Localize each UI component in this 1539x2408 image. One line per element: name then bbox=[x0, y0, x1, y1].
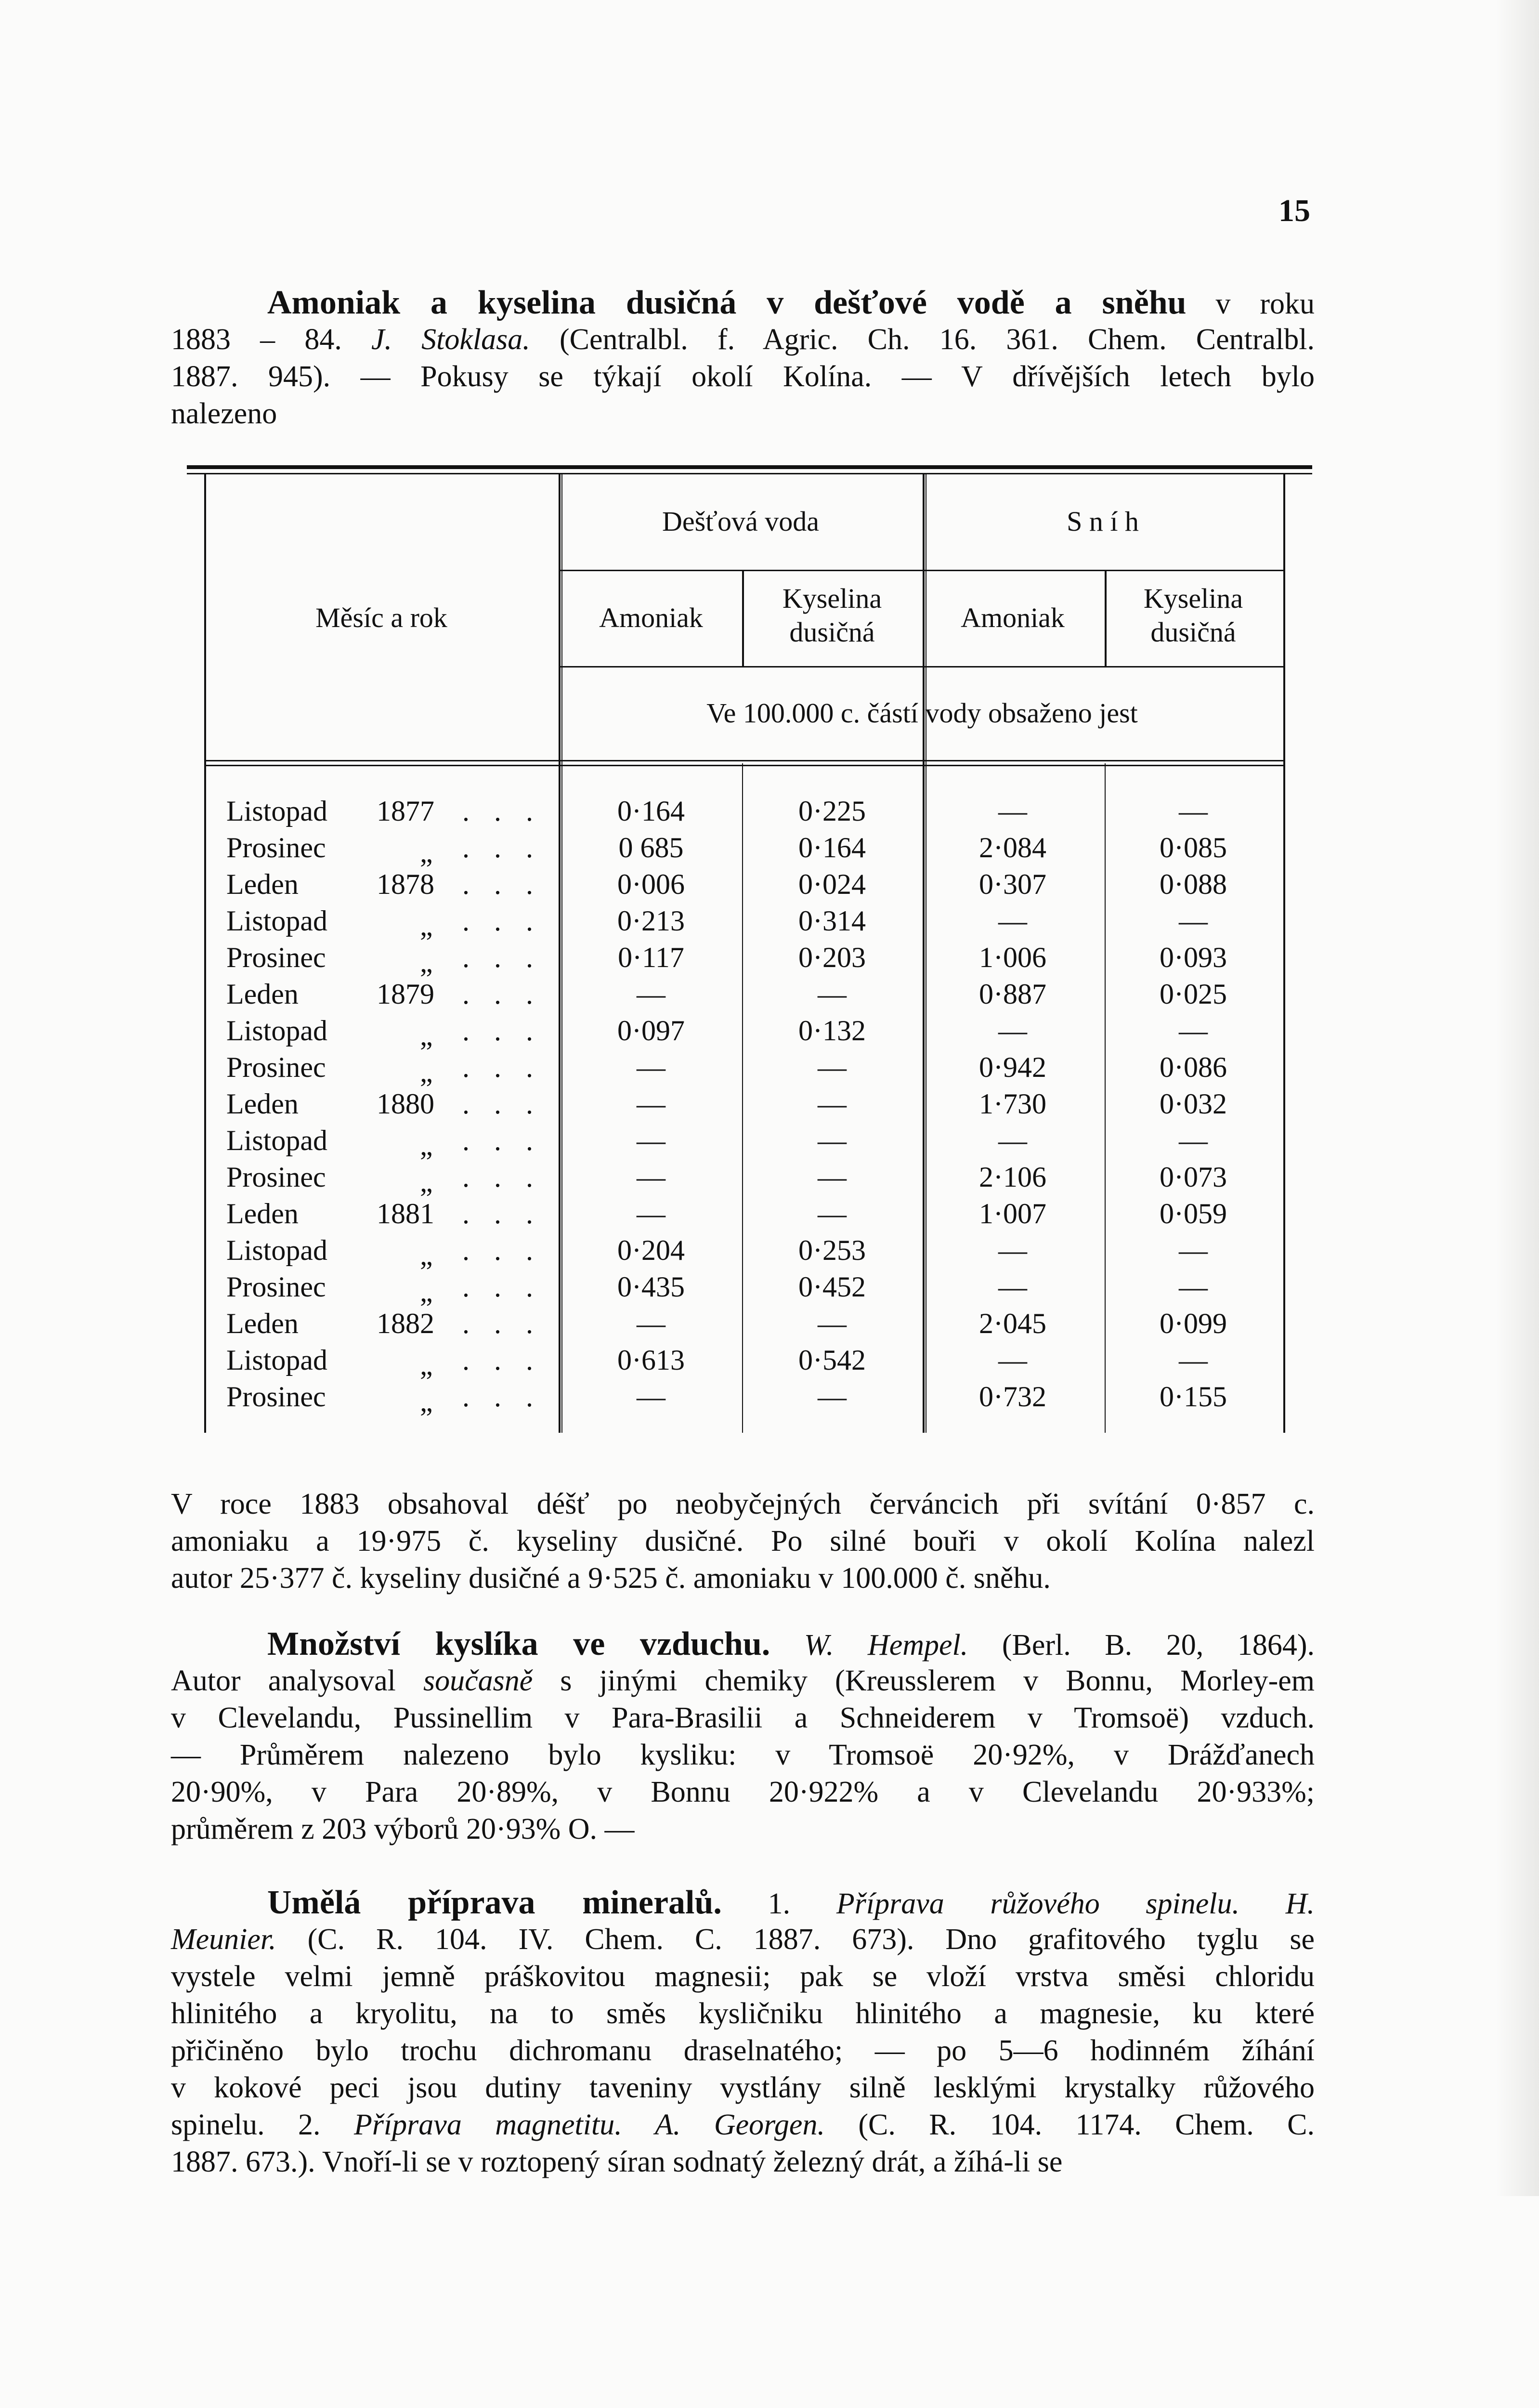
cell-month: Prosinec bbox=[226, 832, 326, 864]
text-span bbox=[770, 1629, 804, 1662]
cell-snow-ammonia: — bbox=[998, 1015, 1027, 1047]
text-line bbox=[171, 1921, 1315, 1958]
text-span: přičiněno bylo trochu dichromanu draselnatého; — po 5—6 hodinném žíhání bbox=[171, 2034, 1315, 2067]
section-heading: Umělá příprava mineralů. bbox=[267, 1884, 722, 1921]
cell-rain-ammonia: — bbox=[637, 1161, 665, 1193]
leader-dots: . . . bbox=[462, 1198, 542, 1230]
text-span: (Berl. B. 20, 1864). bbox=[968, 1629, 1315, 1662]
text-span: amoniaku a 19·975 č. kyseliny dusičné. Po silné bouři v okolí Kolína nalezl bbox=[171, 1525, 1315, 1557]
cell-snow-nitric-acid: — bbox=[1179, 1271, 1208, 1303]
section-ammonia-intro bbox=[171, 284, 1315, 432]
leader-dots: . . . bbox=[462, 1051, 542, 1083]
cell-snow-nitric-acid: 0·073 bbox=[1160, 1161, 1227, 1193]
cell-rain-nitric-acid: — bbox=[818, 1381, 847, 1413]
text-span: s jinými chemiky (Kreusslerem v Bonnu, Morley-em bbox=[533, 1664, 1315, 1697]
cell-snow-nitric-acid: 0·099 bbox=[1160, 1308, 1227, 1339]
cell-snow-nitric-acid: 0·155 bbox=[1160, 1381, 1227, 1413]
text-line bbox=[171, 1523, 1315, 1560]
cell-snow-ammonia: 0·942 bbox=[979, 1051, 1046, 1083]
text-line bbox=[171, 284, 1315, 321]
cell-rain-ammonia: — bbox=[637, 978, 665, 1010]
cell-month: Listopad bbox=[226, 1015, 327, 1047]
italic-text: W. Hempel. bbox=[804, 1629, 968, 1662]
table-left-border bbox=[204, 474, 206, 1433]
text-span: 1883 – 84. bbox=[171, 323, 371, 356]
cell-month: Prosinec bbox=[226, 1381, 326, 1413]
text-line bbox=[171, 321, 1315, 358]
text-span: v kokové peci jsou dutiny taveniny vystlány silně lesklými krystalky růžového bbox=[171, 2071, 1315, 2104]
cell-rain-ammonia: 0·097 bbox=[617, 1015, 685, 1047]
text-span: 1. bbox=[721, 1887, 836, 1920]
text-span: v roku bbox=[1186, 288, 1315, 320]
cell-rain-ammonia: — bbox=[637, 1125, 665, 1156]
cell-month: Listopad bbox=[226, 1234, 327, 1266]
leader-dots: . . . bbox=[462, 1015, 542, 1047]
rule-under-header bbox=[204, 760, 1285, 761]
cell-month: Leden bbox=[226, 978, 299, 1010]
text-line bbox=[171, 1662, 1315, 1700]
cell-year: „ bbox=[420, 1020, 433, 1051]
cell-year: „ bbox=[420, 1276, 433, 1308]
leader-dots: . . . bbox=[462, 1125, 542, 1156]
text-span: Autor analysoval bbox=[171, 1664, 423, 1697]
cell-month: Prosinec bbox=[226, 1161, 326, 1193]
cell-snow-ammonia: 1·006 bbox=[979, 942, 1046, 973]
text-line bbox=[171, 1884, 1315, 1921]
cell-snow-ammonia: — bbox=[998, 1344, 1027, 1376]
text-span: 1887. 673.). Vnoří-li se v roztopený síran sodnatý železný drát, a žíhá-li se bbox=[171, 2146, 1063, 2178]
cell-snow-nitric-acid: 0·086 bbox=[1160, 1051, 1227, 1083]
cell-rain-ammonia: — bbox=[637, 1051, 665, 1083]
leader-dots: . . . bbox=[462, 905, 542, 937]
table-divider-snow-cols-body bbox=[1105, 763, 1106, 1433]
table-divider-rain-cols bbox=[742, 570, 744, 666]
cell-snow-nitric-acid: 0·088 bbox=[1160, 868, 1227, 900]
header-snow-ammonia: Amoniak bbox=[961, 602, 1065, 633]
text-span: autor 25·377 č. kyseliny dusičné a 9·525 č. amoniaku v 100.000 č. sněhu. bbox=[171, 1562, 1051, 1595]
cell-rain-ammonia: — bbox=[637, 1198, 665, 1230]
cell-month: Leden bbox=[226, 1198, 299, 1230]
text-span: vystele velmi jemně práškovitou magnesii; pak se vloží vrstva směsi chloridu bbox=[171, 1960, 1315, 1993]
text-line bbox=[171, 2032, 1315, 2069]
cell-rain-nitric-acid: — bbox=[818, 1088, 847, 1120]
cell-month: Prosinec bbox=[226, 1051, 326, 1083]
cell-year: 1880 bbox=[377, 1088, 434, 1120]
cell-rain-nitric-acid: — bbox=[818, 1308, 847, 1339]
cell-month: Listopad bbox=[226, 905, 327, 937]
leader-dots: . . . bbox=[462, 795, 542, 827]
table-divider-month-2 bbox=[561, 474, 562, 1433]
cell-rain-nitric-acid: — bbox=[818, 978, 847, 1010]
cell-snow-nitric-acid: 0·093 bbox=[1160, 942, 1227, 973]
cell-rain-nitric-acid: 0·225 bbox=[798, 795, 866, 827]
text-span: v Clevelandu, Pussinellim v Para-Brasilii a Schneiderem v Tromsoë) vzduch. bbox=[171, 1701, 1315, 1734]
page-number: 15 bbox=[1278, 193, 1310, 228]
cell-snow-nitric-acid: — bbox=[1179, 1234, 1208, 1266]
scan-edge-shadow bbox=[1496, 0, 1539, 2196]
text-span: nalezeno bbox=[171, 397, 277, 430]
rule-under-groups bbox=[559, 570, 1283, 571]
cell-snow-nitric-acid: — bbox=[1179, 1125, 1208, 1156]
cell-rain-ammonia: 0·213 bbox=[617, 905, 685, 937]
cell-rain-nitric-acid: — bbox=[818, 1125, 847, 1156]
cell-rain-ammonia: — bbox=[637, 1308, 665, 1339]
cell-rain-nitric-acid: 0·253 bbox=[798, 1234, 866, 1266]
cell-month: Listopad bbox=[226, 795, 327, 827]
text-span: (C. R. 104. 1174. Chem. C. bbox=[824, 2108, 1315, 2141]
table-top-rule bbox=[187, 465, 1312, 469]
cell-snow-ammonia: — bbox=[998, 795, 1027, 827]
cell-year: „ bbox=[420, 1386, 433, 1417]
text-line bbox=[171, 1486, 1315, 1523]
text-span: 1887. 945). — Pokusy se týkají okolí Kolína. — V dřívějších letech bylo bbox=[171, 360, 1315, 393]
leader-dots: . . . bbox=[462, 1381, 542, 1413]
cell-rain-nitric-acid: 0·314 bbox=[798, 905, 866, 937]
rule-under-header-2 bbox=[204, 765, 1285, 766]
cell-snow-ammonia: 1·730 bbox=[979, 1088, 1046, 1120]
section-heading: Množství kyslíka ve vzduchu. bbox=[267, 1625, 770, 1662]
italic-text: současně bbox=[423, 1664, 533, 1697]
cell-rain-nitric-acid: 0·024 bbox=[798, 868, 866, 900]
text-line bbox=[171, 2069, 1315, 2107]
cell-snow-nitric-acid: — bbox=[1179, 905, 1208, 937]
leader-dots: . . . bbox=[462, 868, 542, 900]
cell-year: 1882 bbox=[377, 1308, 434, 1339]
cell-month: Leden bbox=[226, 868, 299, 900]
cell-year: „ bbox=[420, 910, 433, 942]
cell-year: 1879 bbox=[377, 978, 434, 1010]
header-snow-acid-2: dusičná bbox=[1150, 616, 1236, 648]
header-month-year: Měsíc a rok bbox=[315, 602, 447, 633]
table-right-border bbox=[1283, 474, 1285, 1433]
cell-rain-ammonia: 0·117 bbox=[618, 942, 684, 973]
cell-rain-nitric-acid: 0·132 bbox=[798, 1015, 866, 1047]
leader-dots: . . . bbox=[462, 978, 542, 1010]
cell-snow-nitric-acid: — bbox=[1179, 1015, 1208, 1047]
text-span: (C. R. 104. IV. Chem. C. 1887. 673). Dno grafitového tyglu se bbox=[276, 1923, 1315, 1956]
cell-snow-ammonia: 2·106 bbox=[979, 1161, 1046, 1193]
cell-year: „ bbox=[420, 1239, 433, 1271]
text-line bbox=[171, 1560, 1315, 1597]
cell-month: Prosinec bbox=[226, 942, 326, 973]
cell-month: Prosinec bbox=[226, 1271, 326, 1303]
header-rain-water: Dešťová voda bbox=[662, 506, 819, 537]
cell-year: 1878 bbox=[377, 868, 434, 900]
cell-snow-ammonia: 0·887 bbox=[979, 978, 1046, 1010]
text-line bbox=[171, 2107, 1315, 2144]
cell-month: Listopad bbox=[226, 1344, 327, 1376]
table-divider-rain-snow bbox=[923, 474, 925, 1433]
cell-rain-nitric-acid: — bbox=[818, 1161, 847, 1193]
text-span: — Průměrem nalezeno bylo kysliku: v Tromsoë 20·92%, v Drážďanech bbox=[171, 1739, 1315, 1771]
cell-rain-ammonia: 0 685 bbox=[618, 832, 684, 864]
cell-year: „ bbox=[420, 1166, 433, 1198]
cell-month: Listopad bbox=[226, 1125, 327, 1156]
text-span: 20·90%, v Para 20·89%, v Bonnu 20·922% a v Clevelandu 20·933%; bbox=[171, 1776, 1315, 1808]
cell-year: 1881 bbox=[377, 1198, 434, 1230]
header-rain-acid-2: dusičná bbox=[789, 616, 875, 648]
text-line bbox=[171, 1700, 1315, 1737]
cell-year: „ bbox=[420, 837, 433, 868]
table-divider-month bbox=[559, 474, 561, 1433]
cell-snow-ammonia: 1·007 bbox=[979, 1198, 1046, 1230]
italic-text: Meunier. bbox=[171, 1923, 276, 1956]
cell-rain-ammonia: — bbox=[637, 1381, 665, 1413]
section-artificial-minerals bbox=[171, 1884, 1315, 2181]
cell-rain-nitric-acid: — bbox=[818, 1198, 847, 1230]
cell-snow-ammonia: 2·084 bbox=[979, 832, 1046, 864]
cell-snow-ammonia: — bbox=[998, 1125, 1027, 1156]
cell-year: „ bbox=[420, 946, 433, 978]
text-span: hlinitého a kryolitu, na to směs kysličniku hlinitého a magnesie, ku které bbox=[171, 1997, 1315, 2030]
cell-snow-ammonia: — bbox=[998, 905, 1027, 937]
cell-rain-ammonia: 0·006 bbox=[617, 868, 685, 900]
cell-snow-ammonia: — bbox=[998, 1271, 1027, 1303]
italic-text: Příprava magnetitu. A. Georgen. bbox=[353, 2108, 825, 2141]
cell-year: „ bbox=[420, 1129, 433, 1161]
cell-rain-ammonia: 0·204 bbox=[617, 1234, 685, 1266]
cell-rain-ammonia: 0·613 bbox=[617, 1344, 685, 1376]
text-span: spinelu. 2. bbox=[171, 2108, 354, 2141]
header-unit-note: Ve 100.000 c. částí vody obsaženo jest bbox=[706, 697, 1138, 729]
text-line bbox=[171, 1958, 1315, 1995]
text-line bbox=[171, 2144, 1315, 2181]
leader-dots: . . . bbox=[462, 1234, 542, 1266]
section-oxygen-in-air bbox=[171, 1625, 1315, 1848]
table-divider-rain-cols-body bbox=[742, 763, 743, 1433]
rule-under-columns bbox=[559, 666, 1283, 667]
cell-snow-ammonia: 0·307 bbox=[979, 868, 1046, 900]
cell-year: „ bbox=[420, 1349, 433, 1381]
header-snow-acid-1: Kyselina bbox=[1143, 583, 1243, 614]
section-rain-1883 bbox=[171, 1486, 1315, 1597]
header-rain-acid-1: Kyselina bbox=[782, 583, 882, 614]
table-divider-snow-cols bbox=[1105, 570, 1107, 666]
text-span: průměrem z 203 výborů 20·93% O. — bbox=[171, 1813, 635, 1845]
cell-snow-nitric-acid: — bbox=[1179, 1344, 1208, 1376]
cell-rain-nitric-acid: — bbox=[818, 1051, 847, 1083]
cell-rain-ammonia: 0·435 bbox=[617, 1271, 685, 1303]
text-line bbox=[171, 1811, 1315, 1848]
table-top-rule-thin bbox=[187, 473, 1312, 474]
cell-rain-ammonia: — bbox=[637, 1088, 665, 1120]
leader-dots: . . . bbox=[462, 832, 542, 864]
cell-rain-nitric-acid: 0·203 bbox=[798, 942, 866, 973]
header-rain-ammonia: Amoniak bbox=[599, 602, 703, 633]
header-snow: S n í h bbox=[1067, 506, 1139, 537]
cell-snow-nitric-acid: 0·085 bbox=[1160, 832, 1227, 864]
text-line bbox=[171, 1737, 1315, 1774]
cell-rain-ammonia: 0·164 bbox=[617, 795, 685, 827]
cell-snow-nitric-acid: 0·025 bbox=[1160, 978, 1227, 1010]
cell-snow-ammonia: 0·732 bbox=[979, 1381, 1046, 1413]
text-span: V roce 1883 obsahoval déšť po neobyčejných červáncich při svítání 0·857 c. bbox=[171, 1488, 1315, 1520]
cell-snow-nitric-acid: 0·032 bbox=[1160, 1088, 1227, 1120]
leader-dots: . . . bbox=[462, 1161, 542, 1193]
text-line bbox=[171, 1625, 1315, 1662]
italic-text: J. Stoklasa. bbox=[371, 323, 530, 356]
text-line bbox=[171, 395, 1315, 432]
cell-snow-ammonia: 2·045 bbox=[979, 1308, 1046, 1339]
cell-year: 1877 bbox=[377, 795, 434, 827]
leader-dots: . . . bbox=[462, 942, 542, 973]
section-heading: Amoniak a kyselina dusičná v dešťové vodě a sněhu bbox=[267, 284, 1187, 321]
leader-dots: . . . bbox=[462, 1088, 542, 1120]
cell-rain-nitric-acid: 0·542 bbox=[798, 1344, 866, 1376]
text-span: (Centralbl. f. Agric. Ch. 16. 361. Chem. Centralbl. bbox=[530, 323, 1315, 356]
cell-snow-nitric-acid: — bbox=[1179, 795, 1208, 827]
cell-month: Leden bbox=[226, 1088, 299, 1120]
cell-rain-nitric-acid: 0·452 bbox=[798, 1271, 866, 1303]
cell-month: Leden bbox=[226, 1308, 299, 1339]
cell-year: „ bbox=[420, 1056, 433, 1088]
leader-dots: . . . bbox=[462, 1271, 542, 1303]
text-line bbox=[171, 1774, 1315, 1811]
italic-text: Příprava růžového spinelu. H. bbox=[836, 1887, 1315, 1920]
cell-rain-nitric-acid: 0·164 bbox=[798, 832, 866, 864]
cell-snow-ammonia: — bbox=[998, 1234, 1027, 1266]
text-line bbox=[171, 1995, 1315, 2032]
cell-snow-nitric-acid: 0·059 bbox=[1160, 1198, 1227, 1230]
text-line bbox=[171, 358, 1315, 395]
leader-dots: . . . bbox=[462, 1308, 542, 1339]
leader-dots: . . . bbox=[462, 1344, 542, 1376]
